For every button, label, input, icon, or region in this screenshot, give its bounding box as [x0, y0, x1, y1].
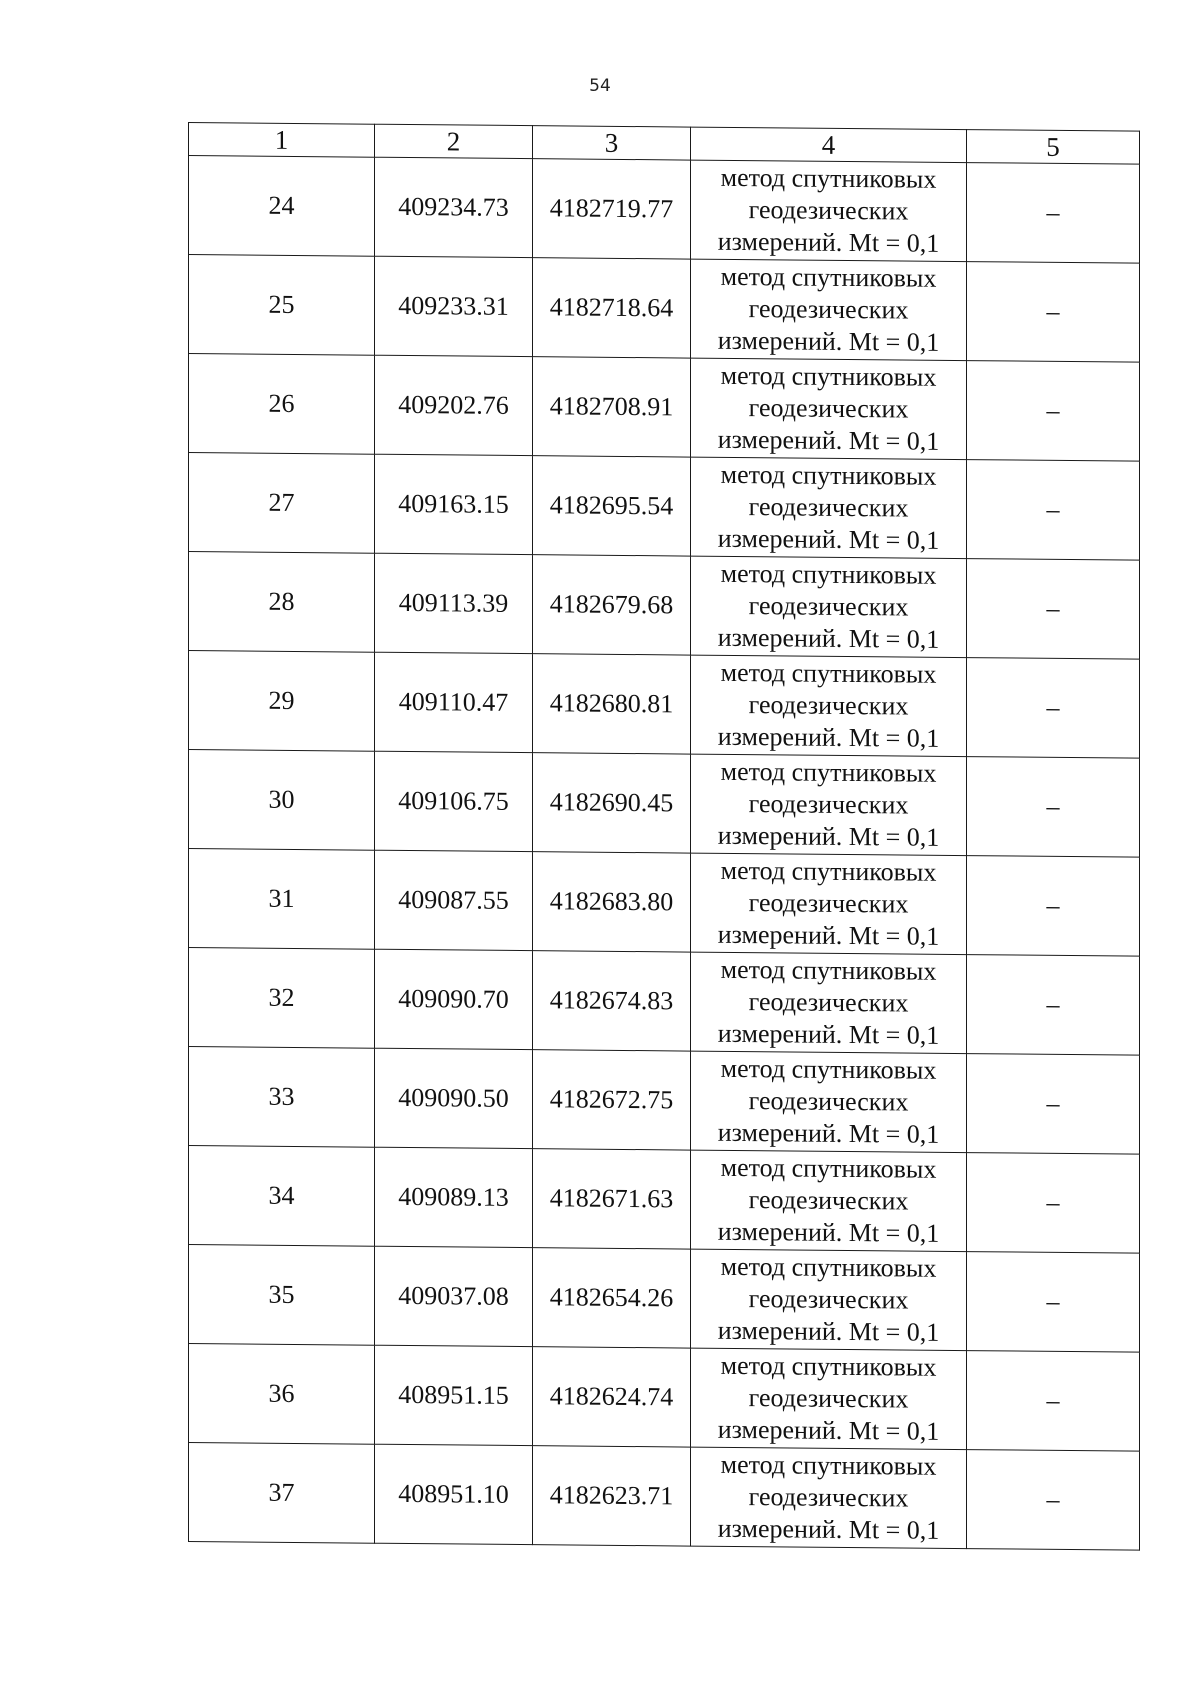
method-line-3: измерений. Mt = 0,1 [717, 1315, 940, 1347]
coord-x: 409113.39 [375, 553, 533, 653]
point-number: 37 [189, 1443, 375, 1544]
table-row [189, 1146, 1140, 1254]
method-line-3: измерений. Mt = 0,1 [717, 1216, 940, 1248]
header-col-5: 5 [967, 130, 1140, 165]
coord-x: 409090.50 [375, 1048, 533, 1148]
method-line-3: измерений. Mt = 0,1 [717, 1414, 940, 1446]
coordinates-table [188, 122, 1140, 1551]
table-row [189, 651, 1140, 759]
note: – [967, 757, 1140, 858]
method-line-3: измерений. Mt = 0,1 [717, 325, 940, 357]
method-description [691, 160, 967, 262]
coord-x: 409090.70 [375, 949, 533, 1049]
method-line-1: метод спутниковых [720, 558, 937, 590]
table-row [189, 849, 1140, 957]
method-description [691, 952, 967, 1054]
page-number: 54 [589, 76, 611, 96]
note: – [967, 1252, 1140, 1353]
method-line-2: геодезических [748, 294, 909, 325]
table-row [189, 156, 1140, 264]
table-row [189, 354, 1140, 462]
note: – [967, 1054, 1140, 1155]
method-line-2: геодезических [748, 1383, 909, 1414]
method-line-1: метод спутниковых [720, 1449, 937, 1481]
method-description [691, 754, 967, 856]
coord-y: 4182674.83 [533, 951, 691, 1051]
method-line-2: геодезических [748, 195, 909, 226]
header-col-3: 3 [533, 126, 691, 160]
method-line-3: измерений. Mt = 0,1 [717, 523, 940, 555]
table-row [189, 1245, 1140, 1353]
method-line-2: геодезических [748, 1482, 909, 1513]
note: – [967, 1450, 1140, 1551]
method-description [691, 358, 967, 460]
method-line-2: геодезических [748, 987, 909, 1018]
coord-y: 4182719.77 [533, 159, 691, 259]
method-description [691, 655, 967, 757]
method-line-1: метод спутниковых [720, 657, 937, 689]
point-number: 36 [189, 1344, 375, 1445]
note: – [967, 955, 1140, 1056]
note: – [967, 658, 1140, 759]
note: – [967, 163, 1140, 264]
table-row [189, 1443, 1140, 1551]
method-line-3: измерений. Mt = 0,1 [717, 820, 940, 852]
table-body [189, 156, 1140, 1551]
method-line-1: метод спутниковых [720, 1152, 937, 1184]
coord-x: 409202.76 [375, 355, 533, 455]
method-line-2: геодезических [748, 1086, 909, 1117]
note: – [967, 460, 1140, 561]
method-line-2: геодезических [748, 492, 909, 523]
coord-x: 409233.31 [375, 256, 533, 356]
method-line-2: геодезических [748, 1185, 909, 1216]
point-number: 28 [189, 552, 375, 653]
coord-y: 4182623.71 [533, 1446, 691, 1546]
note: – [967, 856, 1140, 957]
coord-x: 409110.47 [375, 652, 533, 752]
method-line-1: метод спутниковых [720, 261, 937, 293]
coord-y: 4182624.74 [533, 1347, 691, 1447]
method-line-1: метод спутниковых [720, 162, 937, 194]
coord-y: 4182683.80 [533, 852, 691, 952]
table-row [189, 1344, 1140, 1452]
method-description [691, 1447, 967, 1549]
method-description [691, 259, 967, 361]
coord-x: 408951.10 [375, 1444, 533, 1544]
note: – [967, 262, 1140, 363]
note: – [967, 1351, 1140, 1452]
method-description [691, 1150, 967, 1252]
coord-y: 4182654.26 [533, 1248, 691, 1348]
method-description [691, 556, 967, 658]
coord-x: 409163.15 [375, 454, 533, 554]
method-line-1: метод спутниковых [720, 1350, 937, 1382]
coord-y: 4182695.54 [533, 456, 691, 556]
method-description [691, 853, 967, 955]
coord-x: 409087.55 [375, 850, 533, 950]
coord-y: 4182671.63 [533, 1149, 691, 1249]
coord-x: 408951.15 [375, 1345, 533, 1445]
point-number: 27 [189, 453, 375, 554]
method-line-2: геодезических [748, 789, 909, 820]
note: – [967, 1153, 1140, 1254]
method-line-3: измерений. Mt = 0,1 [717, 1117, 940, 1149]
method-line-1: метод спутниковых [720, 1053, 937, 1085]
method-line-3: измерений. Mt = 0,1 [717, 424, 940, 456]
coord-x: 409106.75 [375, 751, 533, 851]
table-row [189, 948, 1140, 1056]
method-line-1: метод спутниковых [720, 459, 937, 491]
coord-x: 409037.08 [375, 1246, 533, 1346]
coord-y: 4182690.45 [533, 753, 691, 853]
table-row [189, 453, 1140, 561]
method-line-3: измерений. Mt = 0,1 [717, 721, 940, 753]
header-col-4: 4 [691, 127, 967, 163]
method-line-3: измерений. Mt = 0,1 [717, 226, 940, 258]
coord-y: 4182718.64 [533, 258, 691, 358]
point-number: 29 [189, 651, 375, 752]
method-line-2: геодезических [748, 690, 909, 721]
coord-y: 4182679.68 [533, 555, 691, 655]
method-line-1: метод спутниковых [720, 756, 937, 788]
coord-x: 409234.73 [375, 157, 533, 257]
point-number: 30 [189, 750, 375, 851]
point-number: 32 [189, 948, 375, 1049]
note: – [967, 361, 1140, 462]
point-number: 24 [189, 156, 375, 257]
method-line-3: измерений. Mt = 0,1 [717, 1513, 940, 1545]
method-description [691, 457, 967, 559]
method-line-3: измерений. Mt = 0,1 [717, 622, 940, 654]
method-line-1: метод спутниковых [720, 1251, 937, 1283]
method-line-2: геодезических [748, 888, 909, 919]
method-line-3: измерений. Mt = 0,1 [717, 1018, 940, 1050]
coord-y: 4182672.75 [533, 1050, 691, 1150]
table-row [189, 750, 1140, 858]
point-number: 34 [189, 1146, 375, 1247]
note: – [967, 559, 1140, 660]
coord-x: 409089.13 [375, 1147, 533, 1247]
table-row [189, 255, 1140, 363]
point-number: 33 [189, 1047, 375, 1148]
method-line-1: метод спутниковых [720, 954, 937, 986]
coord-y: 4182680.81 [533, 654, 691, 754]
method-line-2: геодезических [748, 1284, 909, 1315]
table-row [189, 552, 1140, 660]
point-number: 31 [189, 849, 375, 950]
method-description [691, 1348, 967, 1450]
point-number: 35 [189, 1245, 375, 1346]
method-description [691, 1249, 967, 1351]
point-number: 26 [189, 354, 375, 455]
method-line-2: геодезических [748, 591, 909, 622]
point-number: 25 [189, 255, 375, 356]
header-col-1: 1 [189, 123, 375, 158]
method-line-3: измерений. Mt = 0,1 [717, 919, 940, 951]
coord-y: 4182708.91 [533, 357, 691, 457]
method-line-1: метод спутниковых [720, 360, 937, 392]
header-col-2: 2 [375, 124, 533, 158]
table-row [189, 1047, 1140, 1155]
method-description [691, 1051, 967, 1153]
method-line-1: метод спутниковых [720, 855, 937, 887]
method-line-2: геодезических [748, 393, 909, 424]
